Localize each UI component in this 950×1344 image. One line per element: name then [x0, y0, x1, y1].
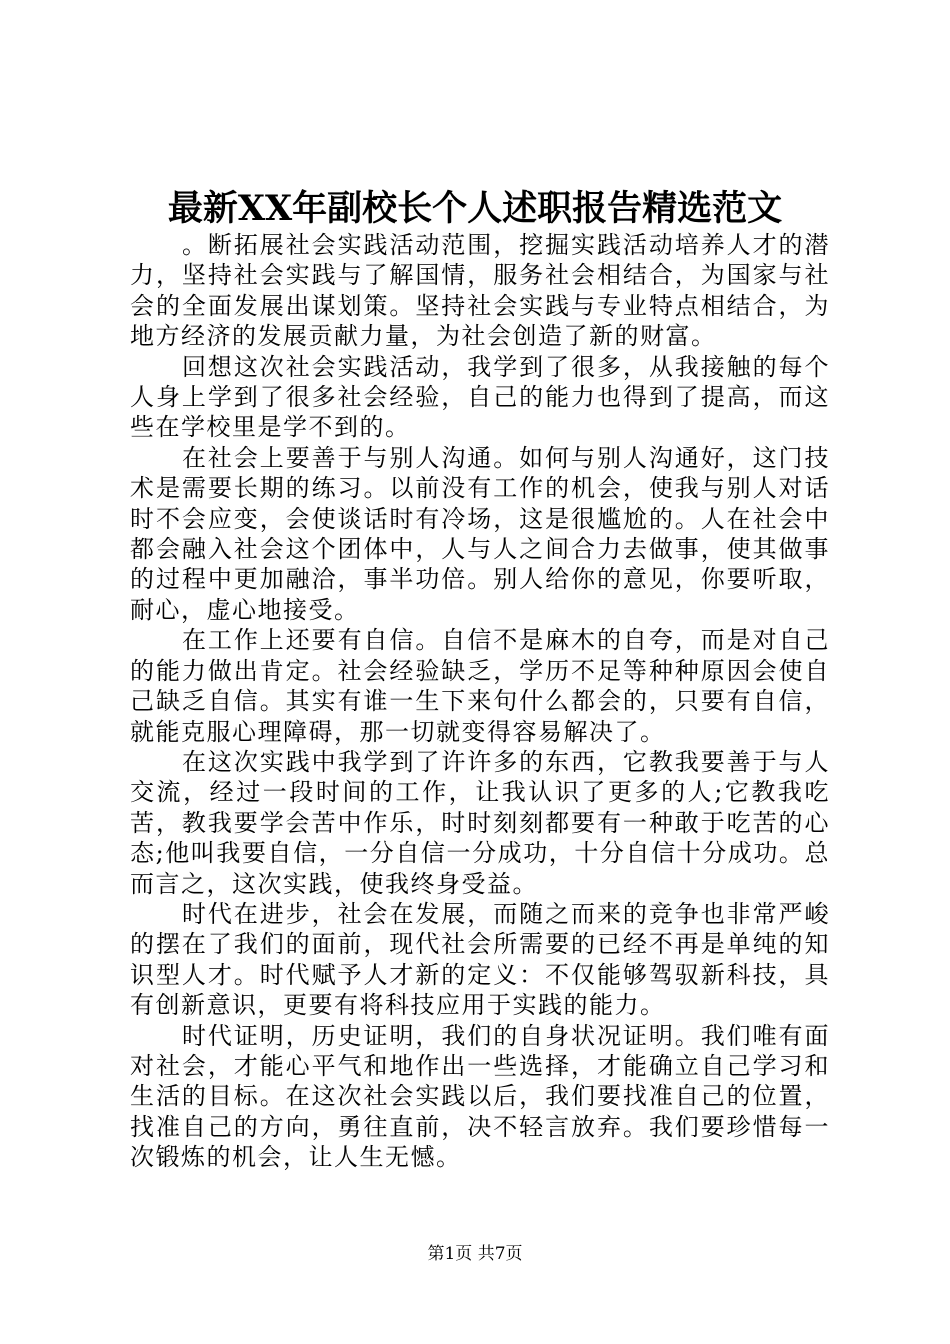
paragraph: 在工作上还要有自信。自信不是麻木的自夸，而是对自己的能力做出肯定。社会经验缺乏，学历不足等种种原因会使自己缺乏自信。其实有谁一生下来句什么都会的，只要有自信，就能克服心理障碍，那一切就变得容易解决了。 — [130, 626, 830, 746]
document-body — [130, 230, 830, 1173]
paragraph: 。断拓展社会实践活动范围，挖掘实践活动培养人才的潜力，坚持社会实践与了解国情，服务社会相结合，为国家与社会的全面发展出谋划策。坚持社会实践与专业特点相结合，为地方经济的发展贡献力量，为社会创造了新的财富。 — [130, 231, 830, 351]
paragraph: 在这次实践中我学到了许许多的东西，它教我要善于与人交流，经过一段时间的工作，让我认识了更多的人;它教我吃苦，教我要学会苦中作乐，时时刻刻都要有一种敢于吃苦的心态;他叫我要自信，一分自信一分成功，十分自信十分成功。总而言之，这次实践，使我终身受益。 — [130, 747, 830, 898]
paragraph: 时代在进步，社会在发展，而随之而来的竞争也非常严峻的摆在了我们的面前，现代社会所需要的已经不再是单纯的知识型人才。时代赋予人才新的定义：不仅能够驾驭新科技，具有创新意识，更要有将科技应用于实践的能力。 — [130, 899, 830, 1020]
paragraph: 回想这次社会实践活动，我学到了很多，从我接触的每个人身上学到了很多社会经验，自己的能力也得到了提高，而这些在学校里是学不到的。 — [130, 352, 830, 442]
document-title: 最新XX年副校长个人述职报告精选范文 — [167, 188, 783, 229]
paragraph: 在社会上要善于与别人沟通。如何与别人沟通好，这门技术是需要长期的练习。以前没有工作的机会，使我与别人对话时不会应变，会使谈话时有冷场，这是很尴尬的。人在社会中都会融入社会这个团体中，人与人之间合力去做事，使其做事的过程中更加融洽，事半功倍。别人给你的意见，你要听取，耐心，虚心地接受。 — [130, 443, 830, 624]
paragraph: 时代证明，历史证明，我们的自身状况证明。我们唯有面对社会，才能心平气和地作出一些选择，才能确立自己学习和生活的目标。在这次社会实践以后，我们要找准自己的位置，找准自己的方向，勇往直前，决不轻言放弃。我们要珍惜每一次锻炼的机会，让人生无憾。 — [130, 1021, 830, 1172]
page-footer: 第1页 共7页 — [427, 1244, 523, 1264]
